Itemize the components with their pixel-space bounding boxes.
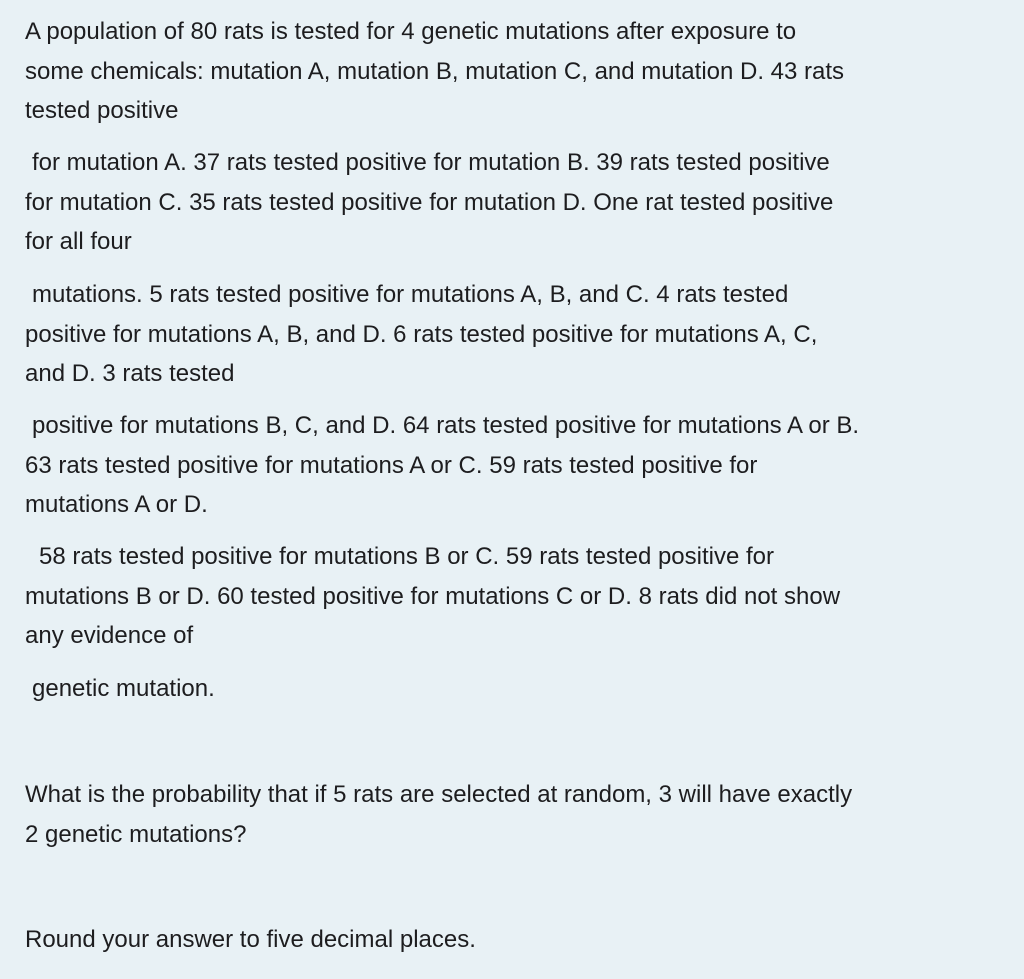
paragraph-line: any evidence of [25, 622, 194, 649]
problem-paragraph-6 [25, 669, 1000, 709]
paragraph-line: A population of 80 rats is tested for 4 genetic mutations after exposure to [25, 18, 797, 45]
paragraph-line: mutations. 5 rats tested positive for mutations A, B, and C. 4 rats tested [32, 281, 789, 308]
paragraph-line: positive for mutations B, C, and D. 64 rats tested positive for mutations A or B. [32, 412, 860, 439]
paragraph-line: for mutation A. 37 rats tested positive for mutation B. 39 rats tested positive [32, 149, 830, 176]
problem-paragraph-1 [25, 12, 1000, 131]
paragraph-line: mutations A or D. [25, 491, 208, 518]
question-line: What is the probability that if 5 rats are selected at random, 3 will have exactly [25, 781, 853, 808]
paragraph-line: genetic mutation. [32, 675, 215, 702]
paragraph-line: for all four [25, 228, 132, 255]
paragraph-line: for mutation C. 35 rats tested positive for mutation D. One rat tested positive [25, 188, 834, 216]
instruction-line: Round your answer to five decimal places. [25, 926, 476, 953]
problem-paragraph-2 [25, 143, 1000, 262]
paragraph-line: tested positive [25, 97, 179, 124]
question-text [25, 775, 1000, 854]
paragraph-line: positive for mutations A, B, and D. 6 rats tested positive for mutations A, C, [25, 320, 818, 348]
paragraph-line: some chemicals: mutation A, mutation B, mutation C, and mutation D. 43 rats [25, 57, 845, 85]
rounding-instruction [25, 920, 1000, 960]
paragraph-line: 58 rats tested positive for mutations B or C. 59 rats tested positive for [39, 543, 775, 570]
problem-paragraph-4 [25, 406, 1000, 525]
paragraph-line: 63 rats tested positive for mutations A or C. 59 rats tested positive for [25, 451, 758, 479]
paragraph-line: and D. 3 rats tested [25, 360, 235, 387]
question-line: 2 genetic mutations? [25, 820, 247, 848]
paragraph-line: mutations B or D. 60 tested positive for mutations C or D. 8 rats did not show [25, 582, 841, 610]
problem-paragraph-3 [25, 275, 1000, 394]
problem-paragraph-5 [25, 537, 1000, 656]
